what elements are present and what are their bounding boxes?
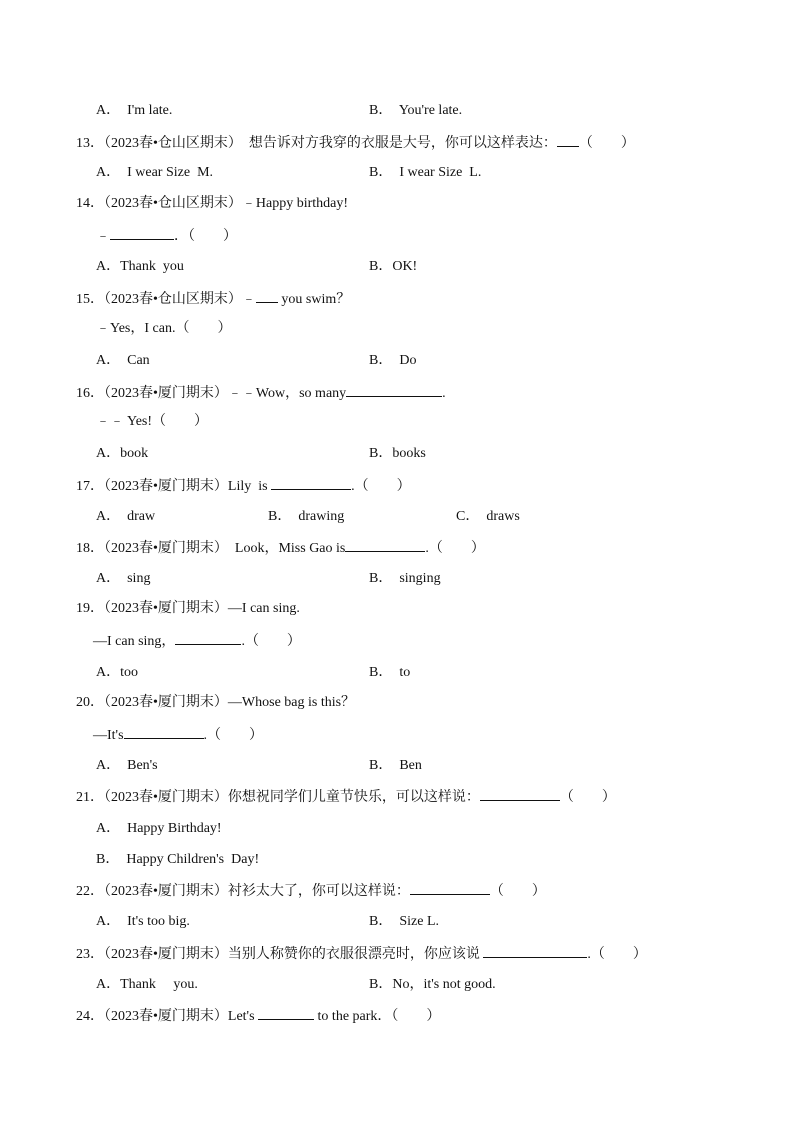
- option-a: A． I wear Size M.: [96, 165, 214, 180]
- option-b: B． to: [369, 665, 411, 680]
- option-a: A．Thank you.: [96, 977, 198, 992]
- answer-blank: [345, 537, 425, 552]
- answer-blank: [175, 630, 241, 645]
- option-b: B．OK!: [369, 259, 418, 274]
- question-20: 20．（2023春•厦门期末）—Whose bag is this？: [76, 695, 356, 710]
- option-a: A．book: [96, 446, 149, 461]
- question-20-reply: —It's .（ ）: [93, 724, 263, 746]
- option-b: B． Happy Children's Day!: [96, 852, 260, 867]
- question-21: 21．（2023春•厦门期末）你想祝同学们儿童节快乐，可以这样说： （ ）: [76, 786, 616, 808]
- option-b: B．No，it's not good.: [369, 977, 496, 992]
- option-b: B． You're late.: [369, 103, 463, 118]
- answer-blank: [557, 132, 579, 147]
- answer-blank: [258, 1005, 314, 1020]
- question-18: 18．（2023春•厦门期末） Look，Miss Gao is .（ ）: [76, 537, 485, 559]
- option-b: B．books: [369, 446, 426, 461]
- option-a: A． Can: [96, 353, 150, 368]
- option-a: A． I'm late.: [96, 103, 173, 118]
- question-14-reply: ﹣ ．（ ）: [96, 225, 237, 247]
- option-a: A．too: [96, 665, 138, 680]
- option-b: B． singing: [369, 571, 441, 586]
- option-b: B． Size L.: [369, 914, 439, 929]
- option-a: A．Thank you: [96, 259, 184, 274]
- answer-blank: [256, 288, 278, 303]
- answer-blank: [110, 225, 174, 240]
- question-19-reply: —I can sing， .（ ）: [93, 630, 301, 652]
- option-a: A． draw: [96, 509, 156, 524]
- answer-blank: [271, 475, 351, 490]
- question-24: 24．（2023春•厦门期末）Let's to the park．（ ）: [76, 1005, 440, 1027]
- question-16: 16．（2023春•厦门期末）﹣﹣Wow，so many .: [76, 382, 446, 404]
- option-b: B． Do: [369, 353, 417, 368]
- answer-blank: [480, 786, 560, 801]
- option-b: B． I wear Size L.: [369, 165, 482, 180]
- question-14: 14．（2023春•仓山区期末）﹣Happy birthday!: [76, 196, 349, 211]
- option-c: C． draws: [456, 509, 520, 524]
- question-13: 13．（2023春•仓山区期末） 想告诉对方我穿的衣服是大号，你可以这样表达： （ ）: [76, 132, 635, 154]
- question-15-reply: ﹣Yes，I can.（ ）: [96, 321, 232, 336]
- question-22: 22．（2023春•厦门期末）衬衫太大了，你可以这样说： （ ）: [76, 880, 546, 902]
- question-17: 17．（2023春•厦门期末）Lily is .（ ）: [76, 475, 411, 497]
- question-15: 15．（2023春•仓山区期末）﹣ you swim？: [76, 288, 350, 310]
- question-19: 19．（2023春•厦门期末）—I can sing.: [76, 601, 300, 616]
- option-b: B． drawing: [268, 509, 345, 524]
- option-a: A． sing: [96, 571, 151, 586]
- answer-blank: [483, 943, 587, 958]
- question-16-reply: ﹣﹣ Yes!（ ）: [96, 414, 209, 429]
- answer-blank: [346, 382, 442, 397]
- answer-blank: [410, 880, 490, 895]
- option-a: A． Ben's: [96, 758, 158, 773]
- option-b: B． Ben: [369, 758, 422, 773]
- answer-blank: [124, 724, 204, 739]
- option-a: A． It's too big.: [96, 914, 190, 929]
- option-a: A． Happy Birthday!: [96, 821, 222, 836]
- question-23: 23．（2023春•厦门期末）当别人称赞你的衣服很漂亮时，你应该说 .（ ）: [76, 943, 647, 965]
